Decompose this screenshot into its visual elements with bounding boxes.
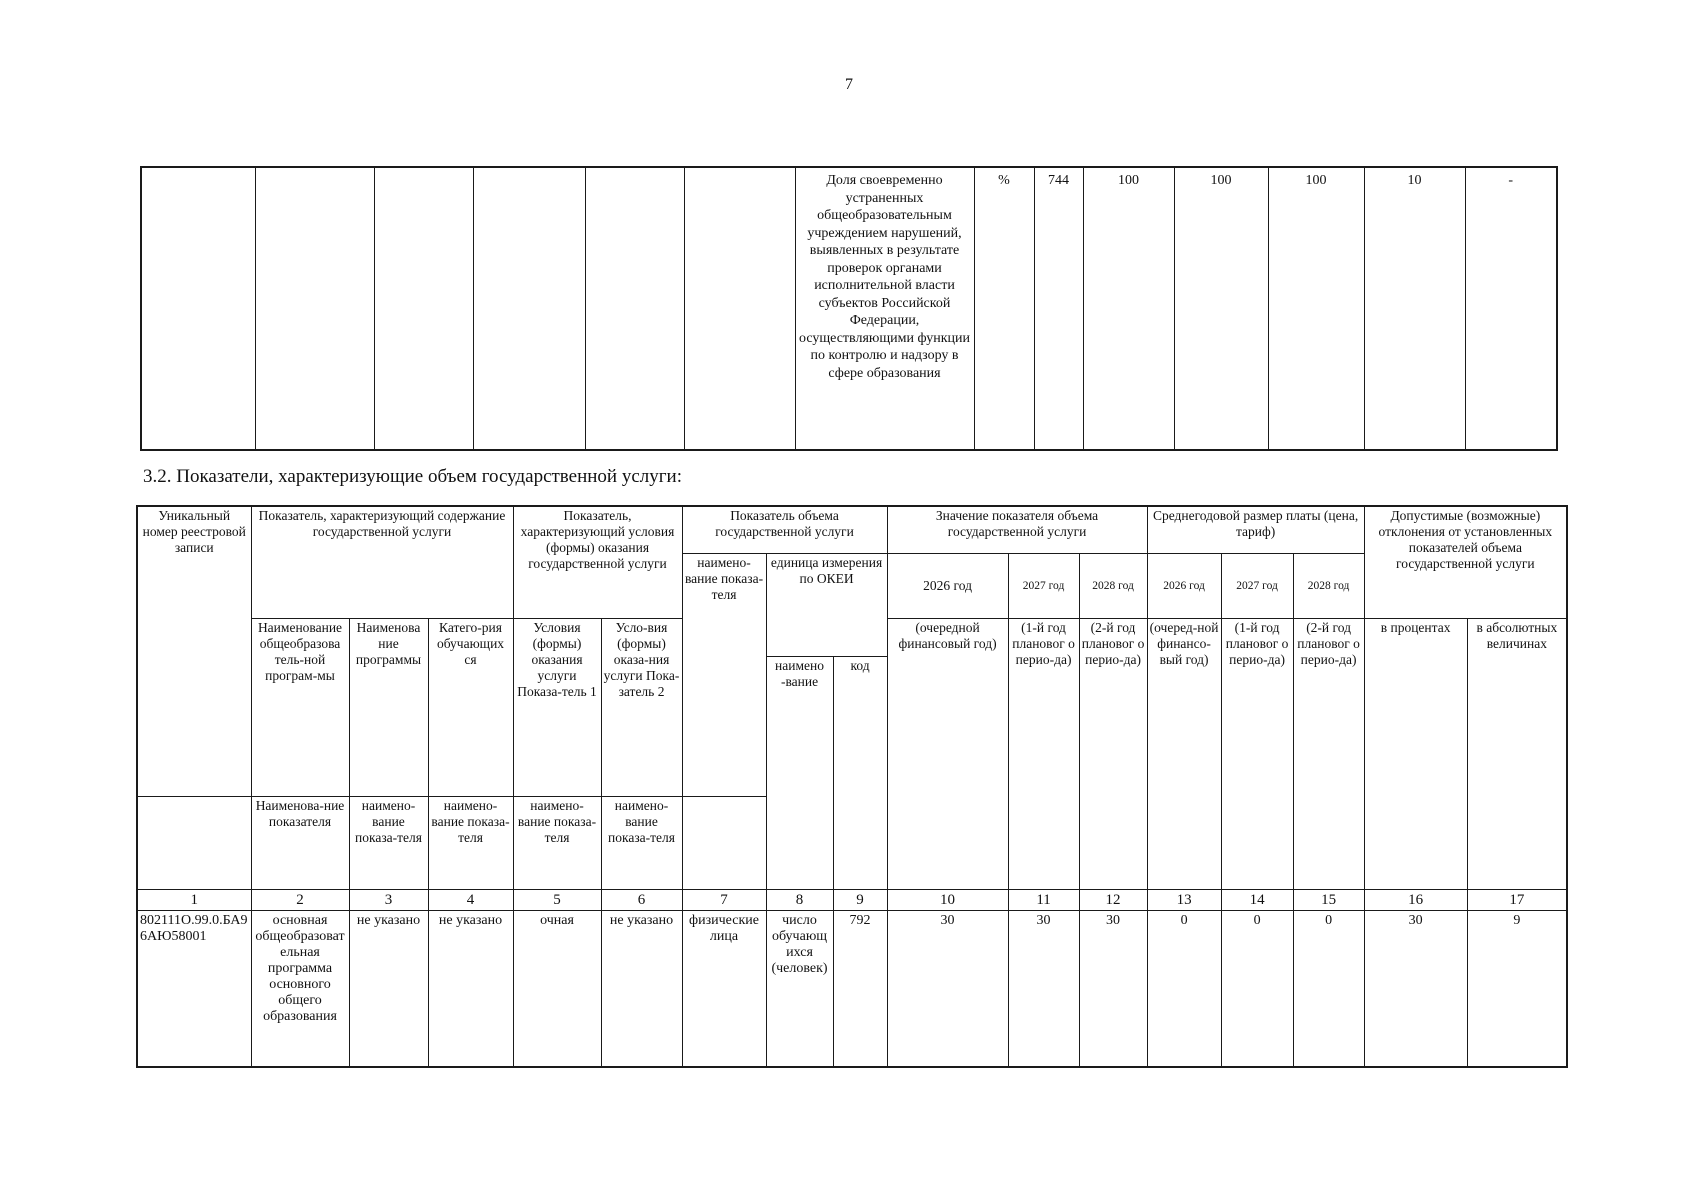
- header-fee-2028-note: (2-й год плановог о перио-да): [1293, 619, 1364, 890]
- header-indicator-name-2: Наименова-ние показателя: [251, 797, 349, 890]
- unit-name-cell: число обучающихся (человек): [766, 911, 833, 1068]
- table-row: [141, 167, 1557, 450]
- header-year-2026: 2026 год: [887, 554, 1008, 619]
- header-registry-number: Уникальный номер реестровой записи: [137, 506, 251, 797]
- header-content-indicator: Показатель, характеризующий содержание государственной услуги: [251, 506, 513, 619]
- header-volume-indicator: Показатель объема государственной услуги: [682, 506, 887, 554]
- registry-number-cell: 802111О.99.0.БА96АЮ58001: [137, 911, 251, 1068]
- header-year-2027-note: (1-й год плановог о перио-да): [1008, 619, 1079, 890]
- empty-cell: [137, 797, 251, 890]
- column-number: 11: [1008, 890, 1079, 911]
- section-heading: 3.2. Показатели, характеризующие объем государственной услуги:: [143, 466, 683, 487]
- header-avg-fee: Среднегодовой размер платы (цена, тариф): [1147, 506, 1364, 554]
- column-number: 16: [1364, 890, 1467, 911]
- header-unit-code: код: [833, 657, 887, 890]
- header-in-absolute: в абсолютных величинах: [1467, 619, 1567, 890]
- empty-cell: [374, 167, 473, 450]
- header-conditions-indicator: Показатель, характеризующий условия (формы) оказания государственной услуги: [513, 506, 682, 619]
- condition-1-cell: очная: [513, 911, 601, 1068]
- value-2026-cell: 100: [1083, 167, 1174, 450]
- deviation-absolute-cell: -: [1465, 167, 1557, 450]
- header-unit-okei: единица измерения по ОКЕИ: [766, 554, 887, 657]
- value-2028-cell: 100: [1268, 167, 1364, 450]
- empty-cell: [585, 167, 684, 450]
- column-number: 9: [833, 890, 887, 911]
- header-indicator-name-3: наимено-вание показа-теля: [349, 797, 428, 890]
- header-year-2026-note: (очередной финансовый год): [887, 619, 1008, 890]
- header-condition-2: Усло-вия (формы) оказа-ния услуги Пока-затель 2: [601, 619, 682, 797]
- header-program-name: Наименование общеобразова тель-ной програм-мы: [251, 619, 349, 797]
- fee-2026-cell: 0: [1147, 911, 1221, 1068]
- unit-code-cell: 792: [833, 911, 887, 1068]
- header-row-1: [137, 506, 1567, 554]
- column-number: 17: [1467, 890, 1567, 911]
- fee-2027-cell: 0: [1221, 911, 1293, 1068]
- column-number: 6: [601, 890, 682, 911]
- page-number: 7: [845, 76, 853, 93]
- deviation-percent-cell: 10: [1364, 167, 1465, 450]
- header-fee-2027-note: (1-й год плановог о перио-да): [1221, 619, 1293, 890]
- column-number: 13: [1147, 890, 1221, 911]
- program-cell: не указано: [349, 911, 428, 1068]
- table-row: [137, 911, 1567, 1068]
- volume-indicators-table: [136, 505, 1568, 1068]
- header-year-2027: 2027 год: [1008, 554, 1079, 619]
- column-number: 8: [766, 890, 833, 911]
- deviation-absolute-cell: 9: [1467, 911, 1567, 1068]
- value-2026-cell: 30: [887, 911, 1008, 1068]
- header-unit-name: наимено -вание: [766, 657, 833, 890]
- column-number: 14: [1221, 890, 1293, 911]
- column-number: 1: [137, 890, 251, 911]
- column-number: 5: [513, 890, 601, 911]
- empty-cell: [473, 167, 585, 450]
- column-number: 3: [349, 890, 428, 911]
- value-2028-cell: 30: [1079, 911, 1147, 1068]
- header-category: Катего-рия обучающих ся: [428, 619, 513, 797]
- header-allowed-deviation: Допустимые (возможные) отклонения от установленных показателей объема государственной услуги: [1364, 506, 1567, 619]
- deviation-percent-cell: 30: [1364, 911, 1467, 1068]
- header-volume-name: наимено-вание показа-теля: [682, 554, 766, 797]
- header-indicator-name-5: наимено-вание показа-теля: [513, 797, 601, 890]
- empty-cell: [684, 167, 795, 450]
- value-2027-cell: 100: [1174, 167, 1268, 450]
- column-number: 2: [251, 890, 349, 911]
- program-name-cell: основная общеобразовательная программа основного общего образования: [251, 911, 349, 1068]
- header-indicator-name-4: наимено-вание показа-теля: [428, 797, 513, 890]
- column-number: 7: [682, 890, 766, 911]
- value-2027-cell: 30: [1008, 911, 1079, 1068]
- header-indicator-name-6: наимено-вание показа-теля: [601, 797, 682, 890]
- column-number: 10: [887, 890, 1008, 911]
- indicator-name: Доля своевременно устраненных общеобразовательным учреждением нарушений, выявленных в результате проверок органами исполнительной власти субъектов Российской Федерации, осуществляющими функции по контролю и надзору в сфере образования: [795, 167, 974, 450]
- column-number: 4: [428, 890, 513, 911]
- volume-indicator-cell: физические лица: [682, 911, 766, 1068]
- okei-code-cell: 744: [1034, 167, 1083, 450]
- empty-cell: [141, 167, 255, 450]
- header-program: Наименова ние программы: [349, 619, 428, 797]
- header-in-percent: в процентах: [1364, 619, 1467, 890]
- header-fee-year-2027: 2027 год: [1221, 554, 1293, 619]
- column-numbers-row: [137, 890, 1567, 911]
- condition-2-cell: не указано: [601, 911, 682, 1068]
- header-volume-value: Значение показателя объема государственной услуги: [887, 506, 1147, 554]
- category-cell: не указано: [428, 911, 513, 1068]
- column-number: 12: [1079, 890, 1147, 911]
- quality-indicators-table-continuation: [140, 166, 1558, 451]
- unit-cell: %: [974, 167, 1034, 450]
- header-year-2028: 2028 год: [1079, 554, 1147, 619]
- fee-2028-cell: 0: [1293, 911, 1364, 1068]
- column-number: 15: [1293, 890, 1364, 911]
- header-fee-2026-note: (очеред-ной финансо-вый год): [1147, 619, 1221, 890]
- header-fee-year-2028: 2028 год: [1293, 554, 1364, 619]
- header-condition-1: Условия (формы) оказания услуги Показа-тель 1: [513, 619, 601, 797]
- header-fee-year-2026: 2026 год: [1147, 554, 1221, 619]
- header-year-2028-note: (2-й год плановог о перио-да): [1079, 619, 1147, 890]
- empty-cell: [255, 167, 374, 450]
